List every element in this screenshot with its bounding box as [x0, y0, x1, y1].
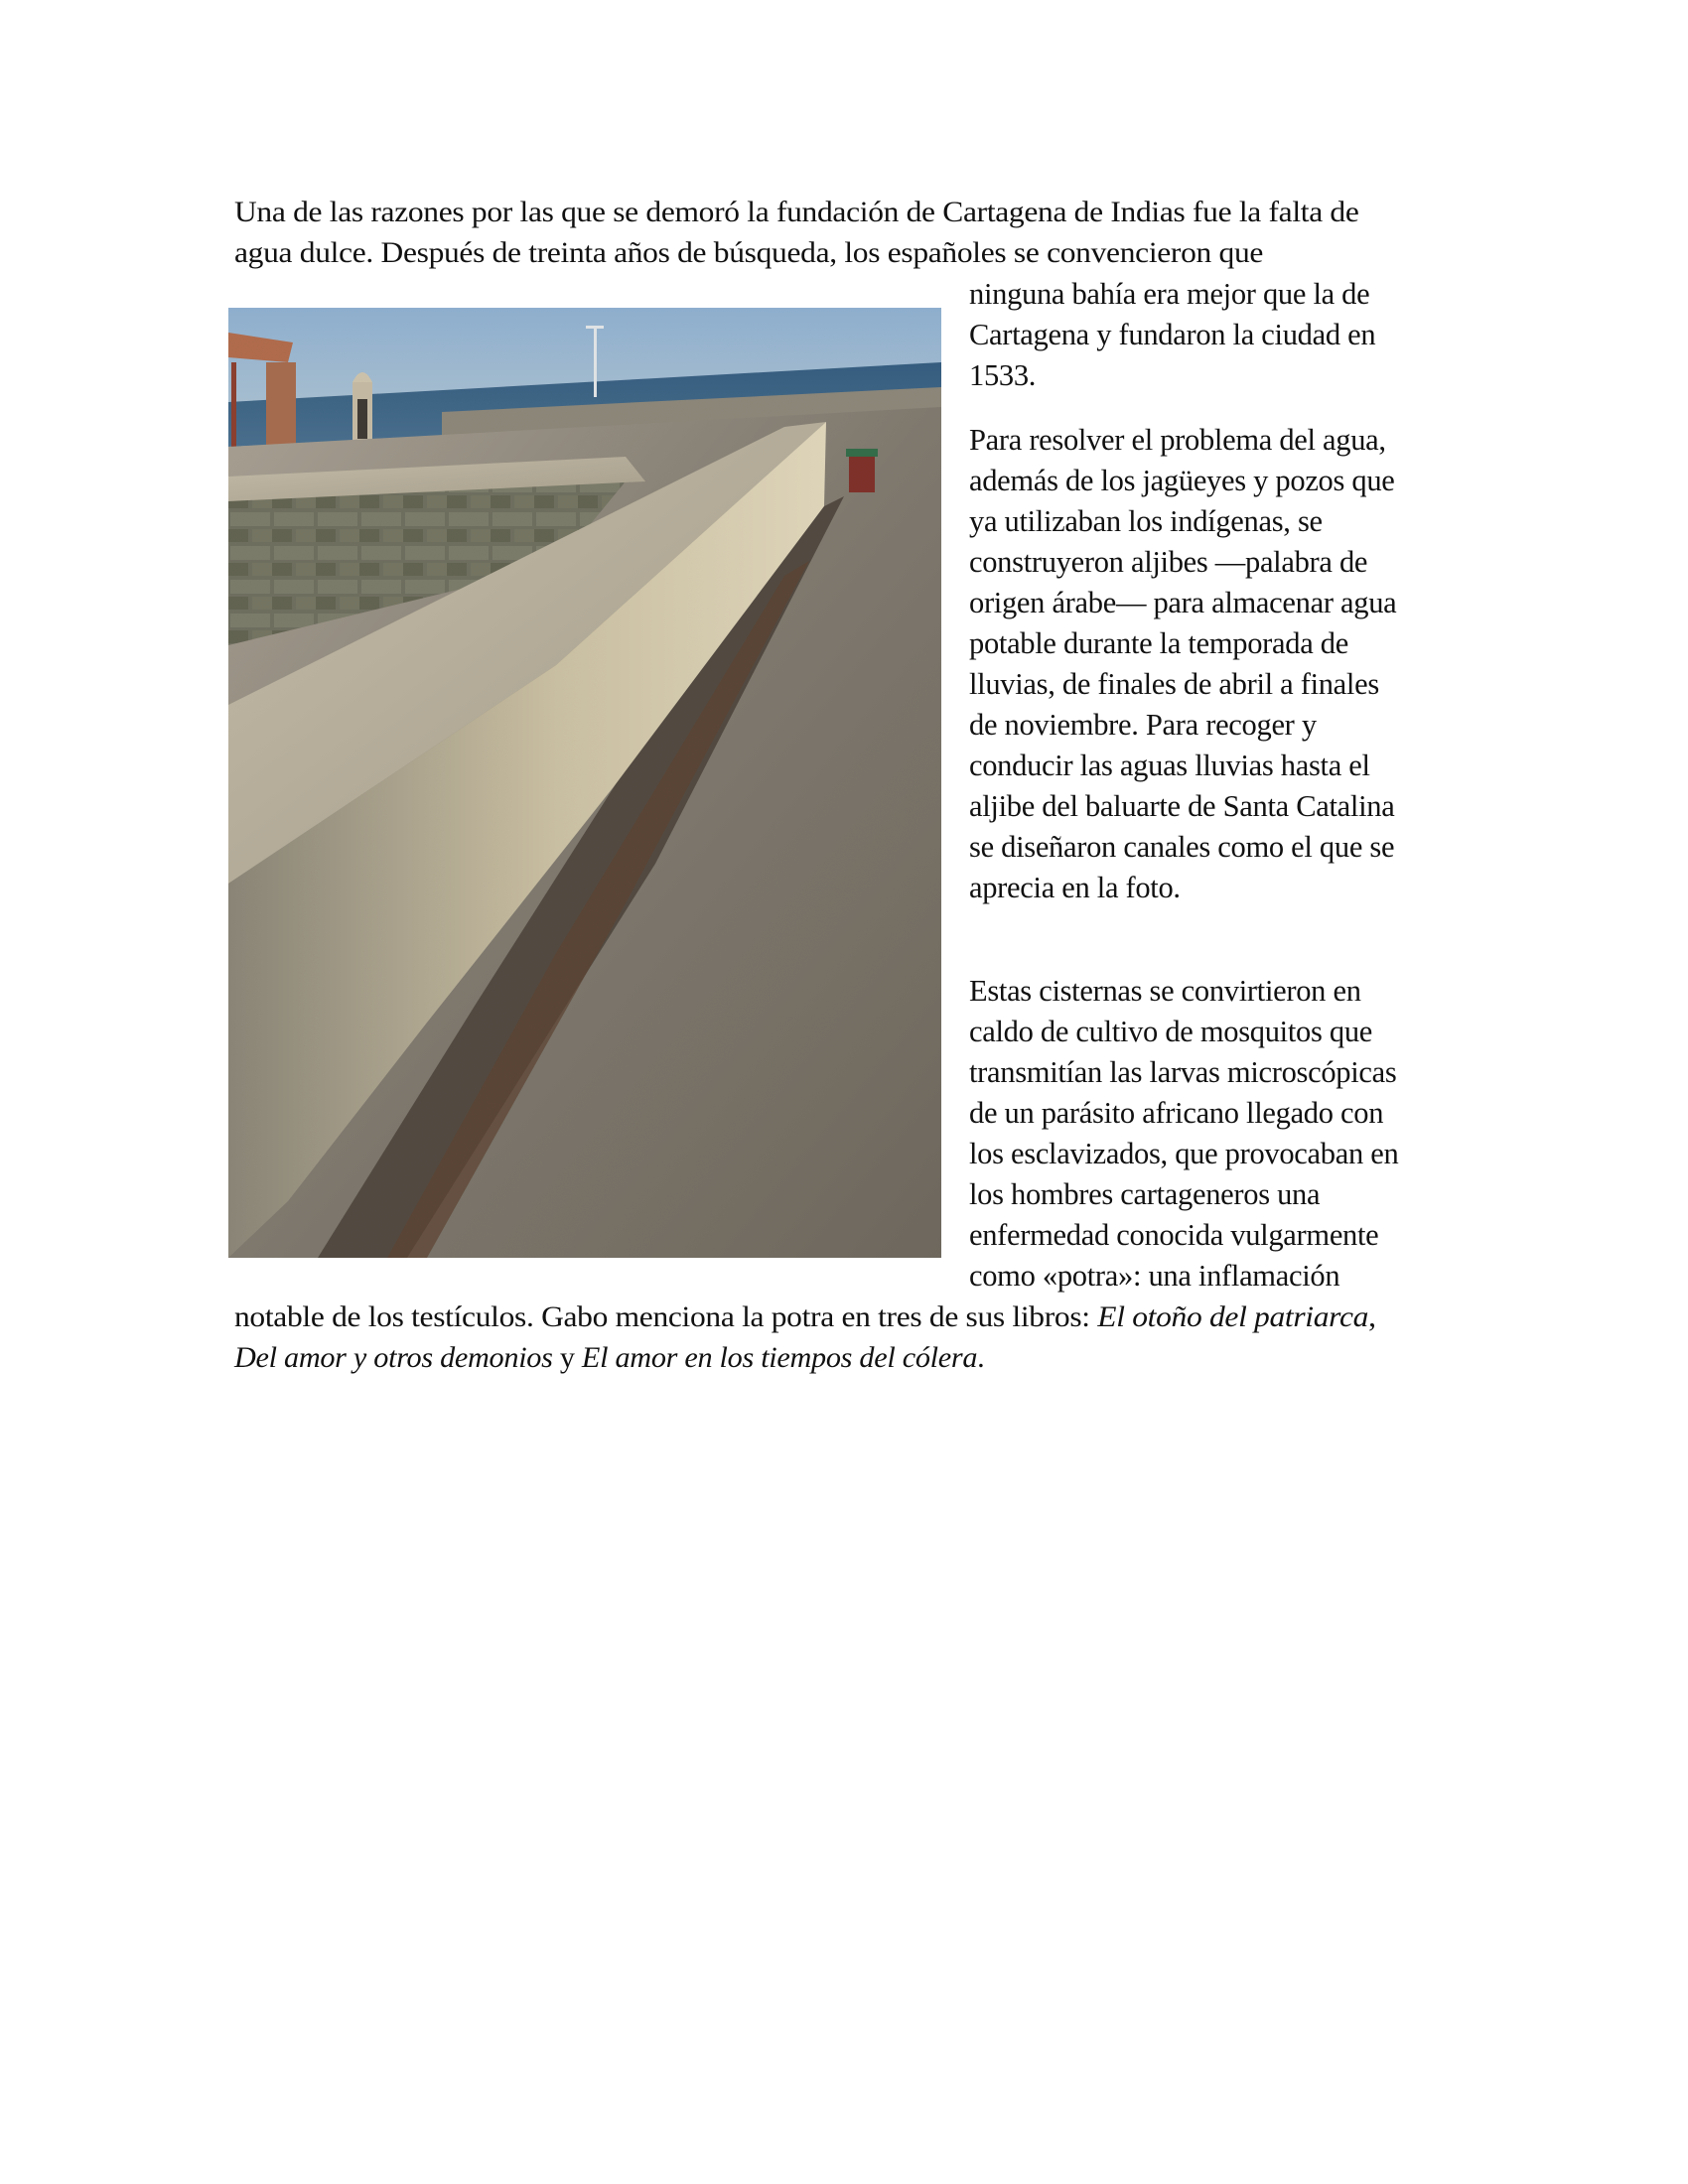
p3-line: los hombres cartageneros una — [969, 1177, 1321, 1211]
p2-line: aljibe del baluarte de Santa Catalina — [969, 789, 1395, 823]
intro-line-2: agua dulce. Después de treinta años de búsqueda, los españoles se convencieron que — [234, 236, 1264, 269]
closing-text: notable de los testículos. Gabo menciona la potra en tres de sus libros: — [234, 1300, 1098, 1333]
p3-line: de un parásito africano llegado con — [969, 1096, 1384, 1130]
p2-line: origen árabe— para almacenar agua — [969, 586, 1397, 619]
p2-line: de noviembre. Para recoger y — [969, 708, 1317, 742]
intro-line-1: Una de las razones por las que se demoró la fundación de Cartagena de Indias fue la falta de — [234, 196, 1359, 228]
closing-comma: , — [1368, 1300, 1376, 1333]
p2-line: potable durante la temporada de — [969, 626, 1348, 660]
p2-line: además de los jagüeyes y pozos que — [969, 464, 1395, 497]
closing-line-2 — [234, 1337, 984, 1378]
closing-line-1 — [234, 1297, 1376, 1337]
p1-side-line-3: 1533. — [969, 358, 1037, 392]
p2-line: ya utilizaban los indígenas, se — [969, 504, 1323, 538]
p3-line: enfermedad conocida vulgarmente — [969, 1218, 1379, 1252]
p1-side-line-1: ninguna bahía era mejor que la de — [969, 277, 1370, 311]
rampart-channel-photo — [228, 308, 941, 1258]
p2-line: conducir las aguas lluvias hasta el — [969, 749, 1370, 782]
p1-side-line-2: Cartagena y fundaron la ciudad en — [969, 318, 1376, 351]
p2-line: construyeron aljibes —palabra de — [969, 545, 1368, 579]
p3-line: transmitían las larvas microscópicas — [969, 1055, 1397, 1089]
book-title-colera: El amor en los tiempos del cólera — [581, 1341, 978, 1374]
closing-period: . — [977, 1341, 985, 1374]
p2-line: aprecia en la foto. — [969, 871, 1181, 904]
p3-line: caldo de cultivo de mosquitos que — [969, 1015, 1373, 1048]
p3-line: los esclavizados, que provocaban en — [969, 1137, 1399, 1170]
book-title-del-amor: Del amor y otros demonios — [234, 1341, 553, 1374]
p2-line: se diseñaron canales como el que se — [969, 830, 1395, 864]
p3-line: como «potra»: una inflamación — [969, 1259, 1340, 1293]
book-title-otono: El otoño del patriarca — [1097, 1300, 1369, 1333]
p2-line: Para resolver el problema del agua, — [969, 423, 1386, 457]
closing-connector: y — [552, 1341, 582, 1374]
p2-line: lluvias, de finales de abril a finales — [969, 667, 1379, 701]
p3-line: Estas cisternas se convirtieron en — [969, 974, 1361, 1008]
